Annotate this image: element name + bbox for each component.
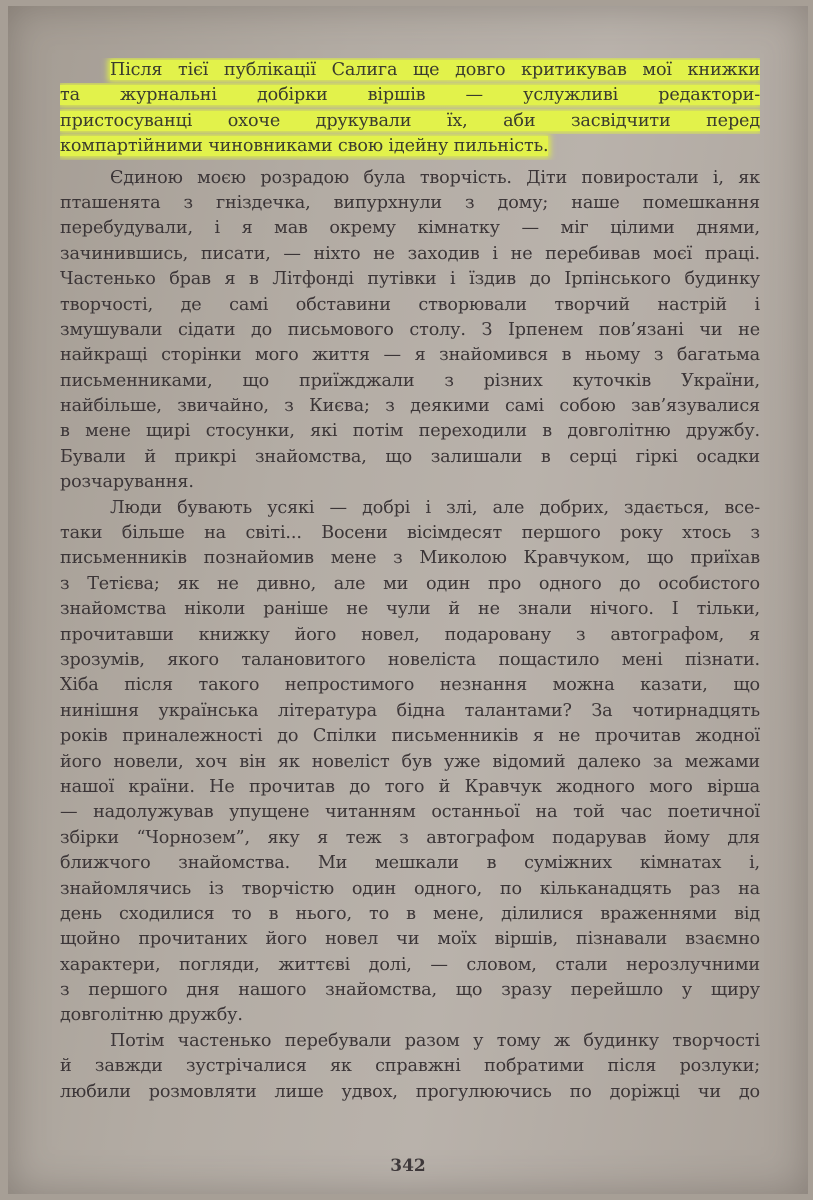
line-text: Потім частенько перебували разом у тому ж будинку творчості <box>110 1030 760 1051</box>
text-line <box>60 419 760 444</box>
text-line <box>60 597 760 622</box>
text-line <box>60 166 760 191</box>
line-text: письменників познайомив мене з Миколою Кравчуком, що приїхав <box>60 548 760 569</box>
line-text: його новели, хоч він як новеліст був уже відомий далеко за межами <box>60 751 760 772</box>
text-line <box>60 902 760 927</box>
line-text: найбільше, звичайно, з Києва; з деякими самі собою зав’язувалися <box>60 396 760 417</box>
text-line <box>60 1080 760 1105</box>
text-line <box>60 546 760 571</box>
text-line <box>60 750 760 775</box>
text-line <box>60 673 760 698</box>
highlighted-text-line <box>60 83 760 108</box>
line-text: й завжди зустрічалися як справжні побратими після розлуки; <box>60 1056 760 1077</box>
line-text: перебудували, і я мав окрему кімнатку — міг цілими днями, <box>60 218 760 239</box>
line-text: збірки “Чорнозем”, яку я теж з автографом подарував йому для <box>60 827 760 848</box>
line-text: Після тієї публікації Салига ще довго критикував мої книжки <box>110 60 760 80</box>
text-line <box>60 648 760 673</box>
highlighted-text-line <box>60 58 760 83</box>
text-line <box>60 800 760 825</box>
line-text: Єдиною моєю розрадою була творчість. Діти повиростали і, як <box>110 167 760 188</box>
line-text: пташенята з гніздечка, випурхнули з дому; наше помешкання <box>60 192 760 213</box>
line-text: щойно прочитаних його новел чи моїх віршів, пізнавали взаємно <box>60 929 760 950</box>
line-text: довголітню дружбу. <box>60 1005 243 1026</box>
line-text: знайомства ніколи раніше не чули й не знали нічого. І тільки, <box>60 599 760 620</box>
line-text: нинішня українська література бідна талантами? За чотирнадцять <box>60 700 760 721</box>
text-line <box>60 369 760 394</box>
text-line <box>60 242 760 267</box>
line-text: прочитавши книжку його новел, подаровану з автографом, я <box>60 624 760 645</box>
line-text: характери, погляди, життєві долі, — словом, стали нерозлучними <box>60 954 760 975</box>
line-text: любили розмовляти лише удвох, прогулюючись по доріжці чи до <box>60 1081 760 1102</box>
line-text: компартійними чиновниками свою ідейну пильність. <box>60 136 549 157</box>
highlighted-text-line <box>60 109 760 134</box>
line-text: — надолужував упущене читанням останньої на той час поетичної <box>60 802 760 823</box>
text-line <box>60 470 760 495</box>
text-line <box>60 267 760 292</box>
line-text: день сходилися то в нього, то в мене, ділилися враженнями від <box>60 903 760 924</box>
text-line <box>60 318 760 343</box>
text-line <box>60 1054 760 1079</box>
text-line <box>60 877 760 902</box>
text-line <box>60 927 760 952</box>
line-text: творчості, де самі обставини створювали творчий настрій і <box>60 294 760 315</box>
line-text: з Тетієва; як не дивно, але ми один про одного до особистого <box>60 573 760 594</box>
text-line <box>60 978 760 1003</box>
line-text: Частенько брав я в Літфонді путівки і їздив до Ірпінського будинку <box>60 269 760 290</box>
text-line <box>60 699 760 724</box>
text-line <box>60 851 760 876</box>
line-text: Хіба після такого непростимого незнання можна казати, що <box>60 675 760 696</box>
text-line <box>60 445 760 470</box>
text-line <box>60 1003 760 1028</box>
text-line <box>60 572 760 597</box>
line-text: найкращі сторінки мого життя — я знайомився в ньому з багатьма <box>60 345 760 366</box>
book-page <box>8 6 808 1194</box>
text-line <box>60 775 760 800</box>
text-line <box>60 216 760 241</box>
line-text: пристосуванці охоче друкували їх, аби засвідчити перед <box>60 110 760 131</box>
line-text: знайомлячись із творчістю один одного, по кільканадцять раз на <box>60 878 760 899</box>
text-line <box>60 521 760 546</box>
line-text: письменниками, що приїжджали з різних куточків України, <box>60 370 760 391</box>
line-text: нашої країни. Не прочитав до того й Кравчук жодного мого вірша <box>60 776 760 797</box>
text-line <box>60 496 760 521</box>
line-text: з першого дня нашого знайомства, що зразу перейшло у щиру <box>60 980 760 1001</box>
line-text: Бували й прикрі знайомства, що залишали в серці гіркі осадки <box>60 446 760 467</box>
line-text: розчарування. <box>60 472 194 493</box>
text-line <box>60 953 760 978</box>
text-line <box>60 394 760 419</box>
line-text: ближчого знайомства. Ми мешкали в суміжних кімнатах і, <box>60 853 760 874</box>
line-text: змушували сідати до письмового столу. З Ірпенем пов’язані чи не <box>60 319 760 340</box>
text-line <box>60 293 760 318</box>
line-text: в мене щирі стосунки, які потім переходили в довголітню дружбу. <box>60 421 760 442</box>
text-line <box>60 343 760 368</box>
line-text: зачинившись, писати, — ніхто не заходив і не перебивав моєї праці. <box>60 243 760 264</box>
highlighted-text-line <box>60 134 760 159</box>
page-number: 342 <box>390 1156 426 1176</box>
line-text: років приналежності до Спілки письменників я не прочитав жодної <box>60 726 760 747</box>
line-text: Люди бувають усякі — добрі і злі, але добрих, здається, все- <box>110 497 760 518</box>
text-line <box>60 826 760 851</box>
text-line <box>60 724 760 749</box>
text-line <box>60 623 760 648</box>
line-text: зрозумів, якого талановитого новеліста пощастило мені пізнати. <box>60 649 760 670</box>
text-line <box>60 191 760 216</box>
text-line <box>60 1029 760 1054</box>
line-text: таки більше на світі... Восени вісімдесят першого року хтось з <box>60 523 760 544</box>
page-text <box>60 58 760 1105</box>
line-text: та журнальні добірки віршів — услужливі редактори- <box>60 85 760 106</box>
